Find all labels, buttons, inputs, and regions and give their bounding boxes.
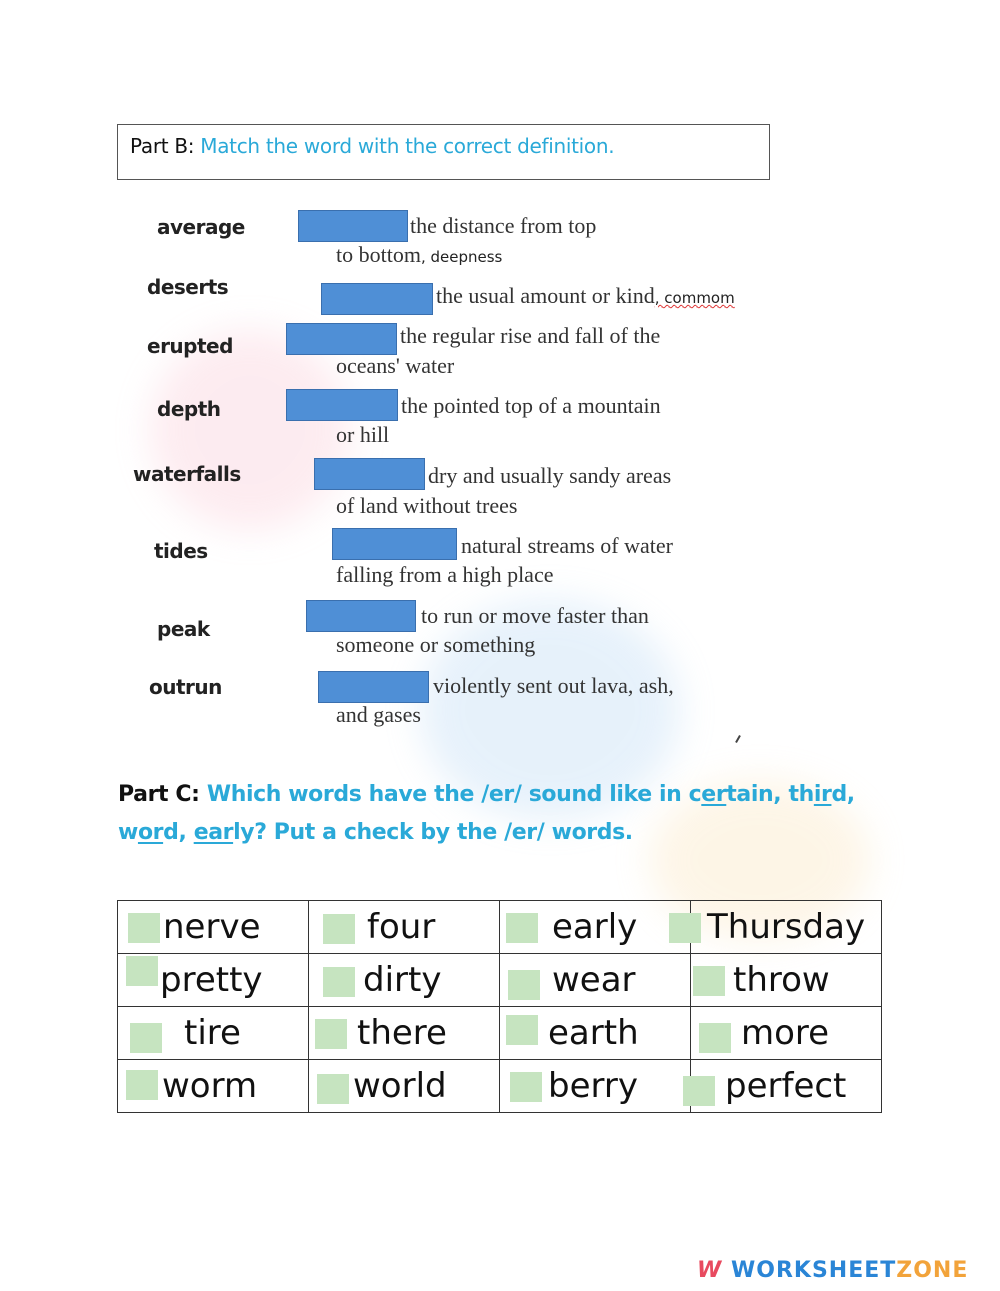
answer-blank-5[interactable] [314, 458, 425, 490]
part-c-text-seg: d, [163, 820, 194, 845]
cell-word: Thursday [707, 907, 866, 947]
cell-word: four [367, 907, 436, 947]
part-c-text-seg: d, [831, 782, 855, 807]
checkbox[interactable] [669, 913, 701, 943]
word-cell [118, 1060, 309, 1113]
definition-5-line2: of land without trees [336, 493, 518, 518]
definition-1-line1: the distance from top [410, 213, 597, 238]
part-b-title [130, 134, 614, 158]
definition-6-line2: falling from a high place [336, 562, 554, 587]
cell-word: worm [162, 1066, 258, 1106]
part-c-underline: or [137, 820, 164, 845]
checkbox[interactable] [126, 1070, 158, 1100]
checkbox[interactable] [315, 1019, 347, 1049]
definition-2-line1 [436, 283, 735, 309]
definition-8-line2: and gases [336, 702, 421, 727]
checkbox[interactable] [510, 1072, 542, 1102]
checkbox[interactable] [323, 967, 355, 997]
answer-blank-8[interactable] [318, 671, 429, 703]
checkbox[interactable] [128, 913, 160, 943]
word-tides: tides [154, 539, 208, 563]
part-c-text-seg: ly? Put a check by the /er/ words. [233, 820, 633, 845]
checkbox[interactable] [323, 914, 355, 944]
table-row [118, 1007, 882, 1060]
cell-word: berry [548, 1066, 638, 1106]
word-depth: depth [157, 397, 221, 421]
definition-7-line1: to run or move faster than [421, 603, 649, 628]
answer-blank-4[interactable] [286, 389, 398, 421]
cell-word: early [552, 907, 638, 947]
answer-blank-2[interactable] [321, 283, 433, 315]
cell-word: dirty [363, 960, 442, 1000]
word-cell [118, 954, 309, 1007]
table-row [118, 901, 882, 954]
cell-word: world [353, 1066, 447, 1106]
definition-3-line2: oceans' water [336, 353, 455, 378]
definition-5-line1: dry and usually sandy areas [428, 463, 672, 488]
table-row [118, 1060, 882, 1113]
cell-word: tire [184, 1013, 241, 1053]
word-cell [500, 954, 691, 1007]
part-c-label: Part C: [118, 782, 200, 807]
definition-2-note: , commom [654, 289, 735, 307]
answer-blank-1[interactable] [298, 210, 408, 242]
checkbox[interactable] [506, 1015, 538, 1045]
table-row [118, 954, 882, 1007]
part-c-underline: ir [813, 782, 832, 807]
word-cell [691, 1060, 882, 1113]
cell-word: pretty [160, 960, 263, 1000]
definition-7-line2: someone or something [336, 632, 536, 657]
cell-word: earth [548, 1013, 639, 1053]
checkbox[interactable] [506, 913, 538, 943]
checkbox[interactable] [130, 1023, 162, 1053]
word-deserts: deserts [147, 275, 229, 299]
definition-4-line2: or hill [336, 422, 390, 447]
part-b-instruction: Match the word with the correct definition. [200, 134, 615, 158]
checkbox[interactable] [317, 1074, 349, 1104]
part-c-instruction [118, 776, 918, 852]
word-erupted: erupted [147, 334, 233, 358]
definition-1-line2 [336, 242, 502, 268]
brand-text-zone: ZONE [896, 1258, 969, 1283]
definition-4-line1: the pointed top of a mountain [401, 393, 661, 418]
worksheetzone-brand [697, 1258, 968, 1283]
word-cell [309, 1060, 500, 1113]
word-cell [309, 1007, 500, 1060]
word-peak: peak [157, 617, 210, 641]
cell-word: wear [552, 960, 636, 1000]
word-average: average [157, 215, 245, 239]
word-cell [500, 901, 691, 954]
checkbox[interactable] [683, 1076, 715, 1106]
part-c-text-seg: w [118, 820, 138, 845]
cell-word: there [357, 1013, 447, 1053]
word-cell [500, 1007, 691, 1060]
word-outrun: outrun [149, 675, 222, 699]
cell-word: nerve [163, 907, 261, 947]
part-c-text-seg: tain, th [726, 782, 814, 807]
answer-blank-3[interactable] [286, 323, 397, 355]
cell-word: more [741, 1013, 830, 1053]
word-waterfalls: waterfalls [133, 462, 241, 486]
definition-3-line1: the regular rise and fall of the [400, 323, 661, 348]
cell-word: throw [733, 960, 830, 1000]
part-c-text-seg: Which words have the /er/ sound like in c [206, 782, 702, 807]
stray-mark [735, 735, 741, 743]
answer-blank-6[interactable] [332, 528, 457, 560]
word-cell [691, 901, 882, 954]
er-words-table [117, 900, 882, 1113]
watermark-blob [150, 330, 350, 530]
definition-8-line1: violently sent out lava, ash, [433, 673, 674, 698]
checkbox[interactable] [508, 970, 540, 1000]
brand-text-worksheet: WORKSHEET [731, 1258, 897, 1283]
checkbox[interactable] [699, 1023, 731, 1053]
definition-1-line2-text: to bottom [336, 242, 421, 267]
part-b-label: Part B: [130, 134, 195, 158]
answer-blank-7[interactable] [306, 600, 416, 632]
word-cell [500, 1060, 691, 1113]
word-cell [309, 901, 500, 954]
worksheetzone-logo-icon: W [697, 1258, 723, 1283]
checkbox[interactable] [126, 956, 158, 986]
cell-word: perfect [725, 1066, 847, 1106]
part-c-underline: er [701, 782, 727, 807]
definition-2-text: the usual amount or kind [436, 283, 655, 308]
definition-1-note: , deepness [420, 248, 503, 266]
word-cell [691, 1007, 882, 1060]
checkbox[interactable] [693, 966, 725, 996]
word-cell [309, 954, 500, 1007]
word-cell [691, 954, 882, 1007]
definition-6-line1: natural streams of water [461, 533, 673, 558]
part-c-underline: ear [193, 820, 234, 845]
part-c-text [118, 782, 855, 845]
word-cell [118, 1007, 309, 1060]
word-cell [118, 901, 309, 954]
